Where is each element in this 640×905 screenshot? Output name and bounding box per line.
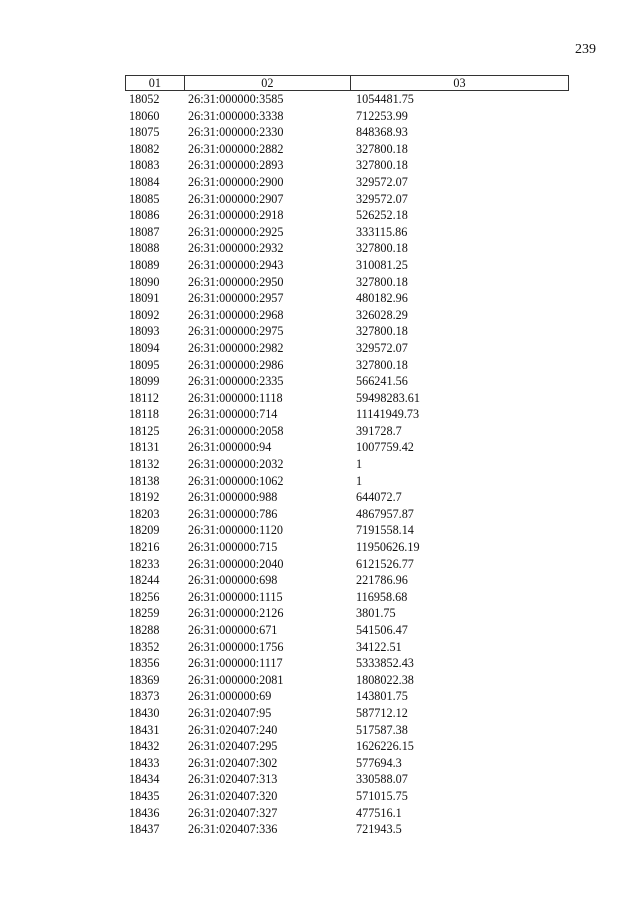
table-cell: 143801.75 (356, 689, 408, 704)
table-cell: 18356 (129, 656, 160, 671)
table-row (125, 639, 569, 656)
table-cell: 18084 (129, 174, 160, 189)
column-header-01: 01 (148, 76, 161, 90)
table-cell: 1054481.75 (356, 92, 414, 106)
table-cell: 526252.18 (356, 208, 408, 223)
table-row (125, 805, 569, 822)
table-row (125, 340, 569, 357)
table-cell: 327800.18 (356, 241, 408, 256)
table-row (125, 456, 569, 473)
table-cell: 18088 (129, 241, 160, 256)
table-cell: 18092 (129, 307, 160, 322)
table-row (125, 373, 569, 390)
table-row (125, 323, 569, 340)
table-cell: 34122.51 (356, 639, 402, 654)
table-cell: 26:31:000000:3585 (188, 92, 284, 106)
table-cell: 11950626.19 (356, 540, 420, 555)
table-row (125, 108, 569, 125)
table-cell: 577694.3 (356, 755, 402, 770)
table-row (125, 539, 569, 556)
table-cell: 26:31:000000:2986 (188, 357, 284, 372)
table-row (125, 605, 569, 622)
table-cell: 4867957.87 (356, 506, 414, 521)
table-cell: 18288 (129, 623, 160, 637)
table-cell: 26:31:000000:2081 (188, 672, 284, 687)
table-cell: 329572.07 (356, 191, 408, 206)
table-row (125, 307, 569, 324)
table-cell: 18432 (129, 739, 160, 754)
table-cell: 587712.12 (356, 705, 408, 720)
table-cell: 18125 (129, 423, 160, 438)
table-cell: 391728.7 (356, 423, 402, 438)
table-cell: 517587.38 (356, 722, 408, 737)
table-row (125, 174, 569, 191)
table-cell: 18094 (129, 340, 160, 355)
table-cell: 1 (356, 473, 363, 488)
table-cell: 327800.18 (356, 158, 408, 173)
table-cell: 18352 (129, 639, 160, 654)
table-cell: 26:31:000000:2900 (188, 174, 284, 189)
table-cell: 1 (356, 457, 363, 472)
table-cell: 18259 (129, 606, 160, 621)
table-row (125, 738, 569, 755)
table-cell: 26:31:000000:2040 (188, 556, 284, 571)
table-cell: 18433 (129, 755, 160, 770)
table-cell: 329572.07 (356, 340, 408, 355)
table-cell: 26:31:000000:1062 (188, 473, 284, 488)
table-row (125, 357, 569, 374)
table-cell: 18431 (129, 722, 160, 737)
table-cell: 541506.47 (356, 623, 408, 637)
table-cell: 26:31:000000:2893 (188, 158, 284, 173)
table-cell: 18090 (129, 274, 160, 289)
table-cell: 26:31:000000:2126 (188, 606, 284, 621)
table-cell: 26:31:020407:302 (188, 755, 278, 770)
table-row (125, 406, 569, 423)
table-cell: 26:31:000000:698 (188, 573, 278, 588)
table-cell: 477516.1 (356, 805, 402, 820)
column-header-03: 03 (350, 76, 568, 90)
table-cell: 26:31:020407:95 (188, 705, 272, 720)
column-header-02: 02 (184, 76, 350, 90)
table-cell: 26:31:000000:2032 (188, 457, 284, 472)
table-body (125, 91, 569, 838)
table-row (125, 506, 569, 523)
table-cell: 327800.18 (356, 274, 408, 289)
table-cell: 18093 (129, 324, 160, 339)
data-table (125, 75, 569, 838)
table-cell: 571015.75 (356, 788, 408, 803)
table-row (125, 788, 569, 805)
table-cell: 26:31:000000:69 (188, 689, 272, 704)
table-cell: 3801.75 (356, 606, 396, 621)
table-row (125, 771, 569, 788)
table-row (125, 141, 569, 158)
table-cell: 18132 (129, 457, 160, 472)
table-cell: 221786.96 (356, 573, 408, 588)
table-cell: 26:31:000000:2968 (188, 307, 284, 322)
table-cell: 18131 (129, 440, 160, 455)
table-cell: 327800.18 (356, 141, 408, 156)
table-cell: 18099 (129, 374, 160, 389)
table-cell: 18112 (129, 390, 160, 405)
table-row (125, 124, 569, 141)
table-cell: 480182.96 (356, 291, 408, 306)
table-row (125, 290, 569, 307)
table-cell: 26:31:000000:1120 (188, 523, 284, 538)
table-header (125, 75, 569, 91)
table-cell: 18095 (129, 357, 160, 372)
table-cell: 26:31:000000:2982 (188, 340, 284, 355)
table-cell: 18091 (129, 291, 160, 306)
table-cell: 18203 (129, 506, 160, 521)
table-cell: 26:31:000000:1756 (188, 639, 284, 654)
table-row (125, 705, 569, 722)
table-cell: 18089 (129, 257, 160, 272)
table-row (125, 157, 569, 174)
table-row (125, 390, 569, 407)
table-cell: 330588.07 (356, 772, 408, 787)
table-cell: 18085 (129, 191, 160, 206)
table-cell: 26:31:000000:2330 (188, 125, 284, 140)
table-cell: 712253.99 (356, 108, 408, 123)
table-row (125, 556, 569, 573)
table-cell: 26:31:020407:240 (188, 722, 278, 737)
table-cell: 26:31:000000:1118 (188, 390, 283, 405)
table-row (125, 191, 569, 208)
table-cell: 18434 (129, 772, 160, 787)
table-cell: 26:31:000000:2975 (188, 324, 284, 339)
table-cell: 18436 (129, 805, 160, 820)
table-cell: 18435 (129, 788, 160, 803)
table-cell: 7191558.14 (356, 523, 414, 538)
table-cell: 26:31:000000:1115 (188, 589, 283, 604)
table-cell: 848368.93 (356, 125, 408, 140)
table-row (125, 224, 569, 241)
table-cell: 26:31:000000:3338 (188, 108, 284, 123)
table-cell: 18244 (129, 573, 160, 588)
table-cell: 1007759.42 (356, 440, 414, 455)
table-row (125, 473, 569, 490)
table-cell: 18233 (129, 556, 160, 571)
table-cell: 26:31:020407:313 (188, 772, 278, 787)
table-cell: 1808022.38 (356, 672, 414, 687)
table-cell: 26:31:000000:94 (188, 440, 272, 455)
table-row (125, 207, 569, 224)
table-cell: 1626226.15 (356, 739, 414, 754)
table-cell: 26:31:020407:336 (188, 822, 278, 837)
table-row (125, 688, 569, 705)
table-cell: 18216 (129, 540, 160, 555)
table-cell: 6121526.77 (356, 556, 414, 571)
table-cell: 18118 (129, 407, 160, 422)
table-row (125, 572, 569, 589)
table-row (125, 622, 569, 639)
page-number: 239 (575, 42, 596, 57)
table-cell: 26:31:020407:320 (188, 788, 278, 803)
table-cell: 18430 (129, 705, 160, 720)
table-cell: 26:31:000000:671 (188, 623, 278, 637)
table-cell: 326028.29 (356, 307, 408, 322)
table-cell: 327800.18 (356, 357, 408, 372)
table-row (125, 257, 569, 274)
table-cell: 26:31:000000:786 (188, 506, 278, 521)
table-cell: 26:31:000000:714 (188, 407, 278, 422)
table-cell: 26:31:000000:2932 (188, 241, 284, 256)
table-row (125, 821, 569, 838)
table-row (125, 423, 569, 440)
table-row (125, 91, 569, 108)
table-cell: 18209 (129, 523, 160, 538)
table-cell: 26:31:000000:2058 (188, 423, 284, 438)
table-cell: 721943.5 (356, 822, 402, 837)
table-cell: 26:31:000000:2925 (188, 224, 284, 239)
table-row (125, 274, 569, 291)
table-cell: 26:31:020407:327 (188, 805, 278, 820)
table-row (125, 522, 569, 539)
table-cell: 18087 (129, 224, 160, 239)
table-cell: 5333852.43 (356, 656, 414, 671)
table-cell: 26:31:000000:2918 (188, 208, 284, 223)
table-cell: 18437 (129, 822, 160, 837)
table-cell: 26:31:020407:295 (188, 739, 278, 754)
table-cell: 18192 (129, 490, 160, 505)
table-cell: 566241.56 (356, 374, 408, 389)
table-cell: 11141949.73 (356, 407, 420, 422)
table-cell: 327800.18 (356, 324, 408, 339)
table-cell: 59498283.61 (356, 390, 420, 405)
table-cell: 18060 (129, 108, 160, 123)
table-row (125, 589, 569, 606)
table-cell: 26:31:000000:2882 (188, 141, 284, 156)
table-cell: 18052 (129, 92, 160, 106)
table-row (125, 439, 569, 456)
table-cell: 116958.68 (356, 589, 408, 604)
table-row (125, 755, 569, 772)
table-cell: 18083 (129, 158, 160, 173)
table-cell: 18138 (129, 473, 160, 488)
table-cell: 26:31:000000:2907 (188, 191, 284, 206)
table-cell: 26:31:000000:2950 (188, 274, 284, 289)
table-cell: 329572.07 (356, 174, 408, 189)
table-cell: 18369 (129, 672, 160, 687)
table-cell: 26:31:000000:2943 (188, 257, 284, 272)
table-cell: 644072.7 (356, 490, 402, 505)
table-cell: 26:31:000000:2335 (188, 374, 284, 389)
table-cell: 26:31:000000:1117 (188, 656, 283, 671)
table-row (125, 672, 569, 689)
table-cell: 26:31:000000:2957 (188, 291, 284, 306)
table-cell: 18075 (129, 125, 160, 140)
table-cell: 333115.86 (356, 224, 408, 239)
table-row (125, 722, 569, 739)
table-cell: 310081.25 (356, 257, 408, 272)
table-row (125, 240, 569, 257)
table-cell: 18256 (129, 589, 160, 604)
table-cell: 26:31:000000:715 (188, 540, 278, 555)
table-cell: 26:31:000000:988 (188, 490, 278, 505)
table-cell: 18082 (129, 141, 160, 156)
table-row (125, 489, 569, 506)
table-row (125, 655, 569, 672)
table-cell: 18086 (129, 208, 160, 223)
table-cell: 18373 (129, 689, 160, 704)
